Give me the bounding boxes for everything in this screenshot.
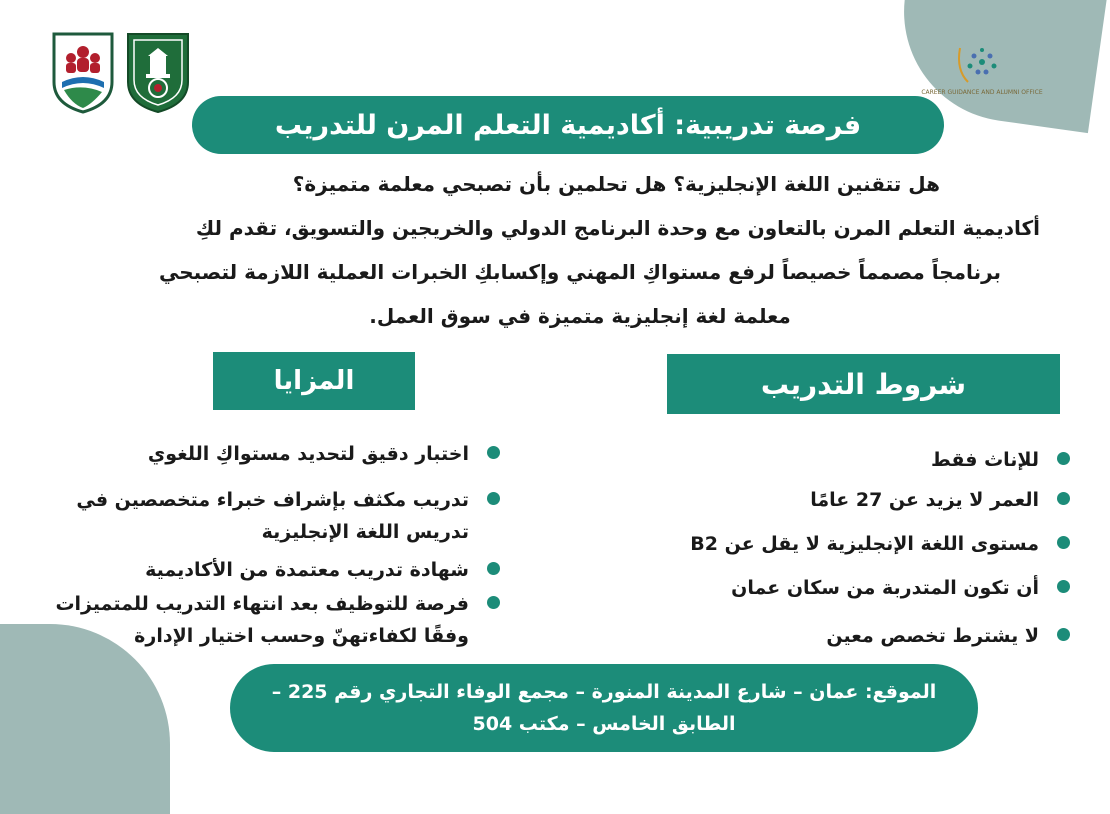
- university-emblem-icon: [126, 32, 190, 114]
- list-item: [640, 620, 1070, 652]
- term-text: لا يشترط تخصص معين: [826, 625, 1039, 647]
- benefits-heading: المزايا: [213, 352, 415, 410]
- career-logo-text: CAREER GUIDANCE AND ALUMNI OFFICE: [921, 89, 1043, 96]
- list-item: [40, 484, 500, 548]
- benefit-text: شهادة تدريب معتمدة من الأكاديمية: [145, 559, 469, 581]
- benefit-text: تدريب مكثف بإشراف خبراء متخصصين في تدريس اللغة الإنجليزية: [76, 489, 469, 543]
- term-text: للإناث فقط: [931, 449, 1039, 471]
- terms-heading: شروط التدريب: [667, 354, 1060, 414]
- list-item: [640, 528, 1070, 560]
- intro-paragraph: [120, 162, 1040, 338]
- bullet-icon: [487, 492, 500, 505]
- list-item: [640, 572, 1070, 604]
- bullet-icon: [487, 596, 500, 609]
- list-item: [640, 484, 1070, 516]
- benefits-list: [40, 438, 500, 658]
- list-item: [40, 588, 500, 652]
- bullet-icon: [487, 562, 500, 575]
- bullet-icon: [1057, 628, 1070, 641]
- intro-question: هل تتقنين اللغة الإنجليزية؟ هل تحلمين بأن تصبحي معلمة متميزة؟: [292, 172, 940, 196]
- bullet-icon: [487, 446, 500, 459]
- intro-line-1: أكاديمية التعلم المرن بالتعاون مع وحدة البرنامج الدولي والخريجين والتسويق، تقدم لكِ: [195, 216, 1040, 240]
- benefit-text: فرصة للتوظيف بعد انتهاء التدريب للمتميزات وفقًا لكفاءتهنّ وحسب اختيار الإدارة: [55, 593, 469, 647]
- list-item: [40, 554, 500, 586]
- bullet-icon: [1057, 536, 1070, 549]
- list-item: [640, 444, 1070, 476]
- terms-list: [640, 438, 1070, 668]
- term-text: أن تكون المتدربة من سكان عمان: [731, 577, 1039, 599]
- benefit-text: اختبار دقيق لتحديد مستواكِ اللغوي: [147, 443, 469, 465]
- list-item: [40, 438, 500, 470]
- term-text: العمر لا يزيد عن 27 عامًا: [810, 489, 1039, 511]
- intro-line-2: برنامجاً مصمماً خصيصاً لرفع مستواكِ المهني وإكسابكِ الخبرات العملية اللازمة لتصبحي: [158, 260, 1002, 284]
- career-guidance-logo: [921, 40, 1043, 120]
- bullet-icon: [1057, 580, 1070, 593]
- people-globe-shield-icon: [52, 32, 114, 114]
- intro-line-3: معلمة لغة إنجليزية متميزة في سوق العمل.: [369, 304, 791, 328]
- bullet-icon: [1057, 452, 1070, 465]
- bullet-icon: [1057, 492, 1070, 505]
- location-banner: الموقع: عمان – شارع المدينة المنورة – مجمع الوفاء التجاري رقم 225 – الطابق الخامس – مكتب 504: [230, 664, 978, 752]
- term-text: مستوى اللغة الإنجليزية لا يقل عن B2: [690, 533, 1039, 555]
- page-title: فرصة تدريبية: أكاديمية التعلم المرن للتدريب: [192, 96, 944, 154]
